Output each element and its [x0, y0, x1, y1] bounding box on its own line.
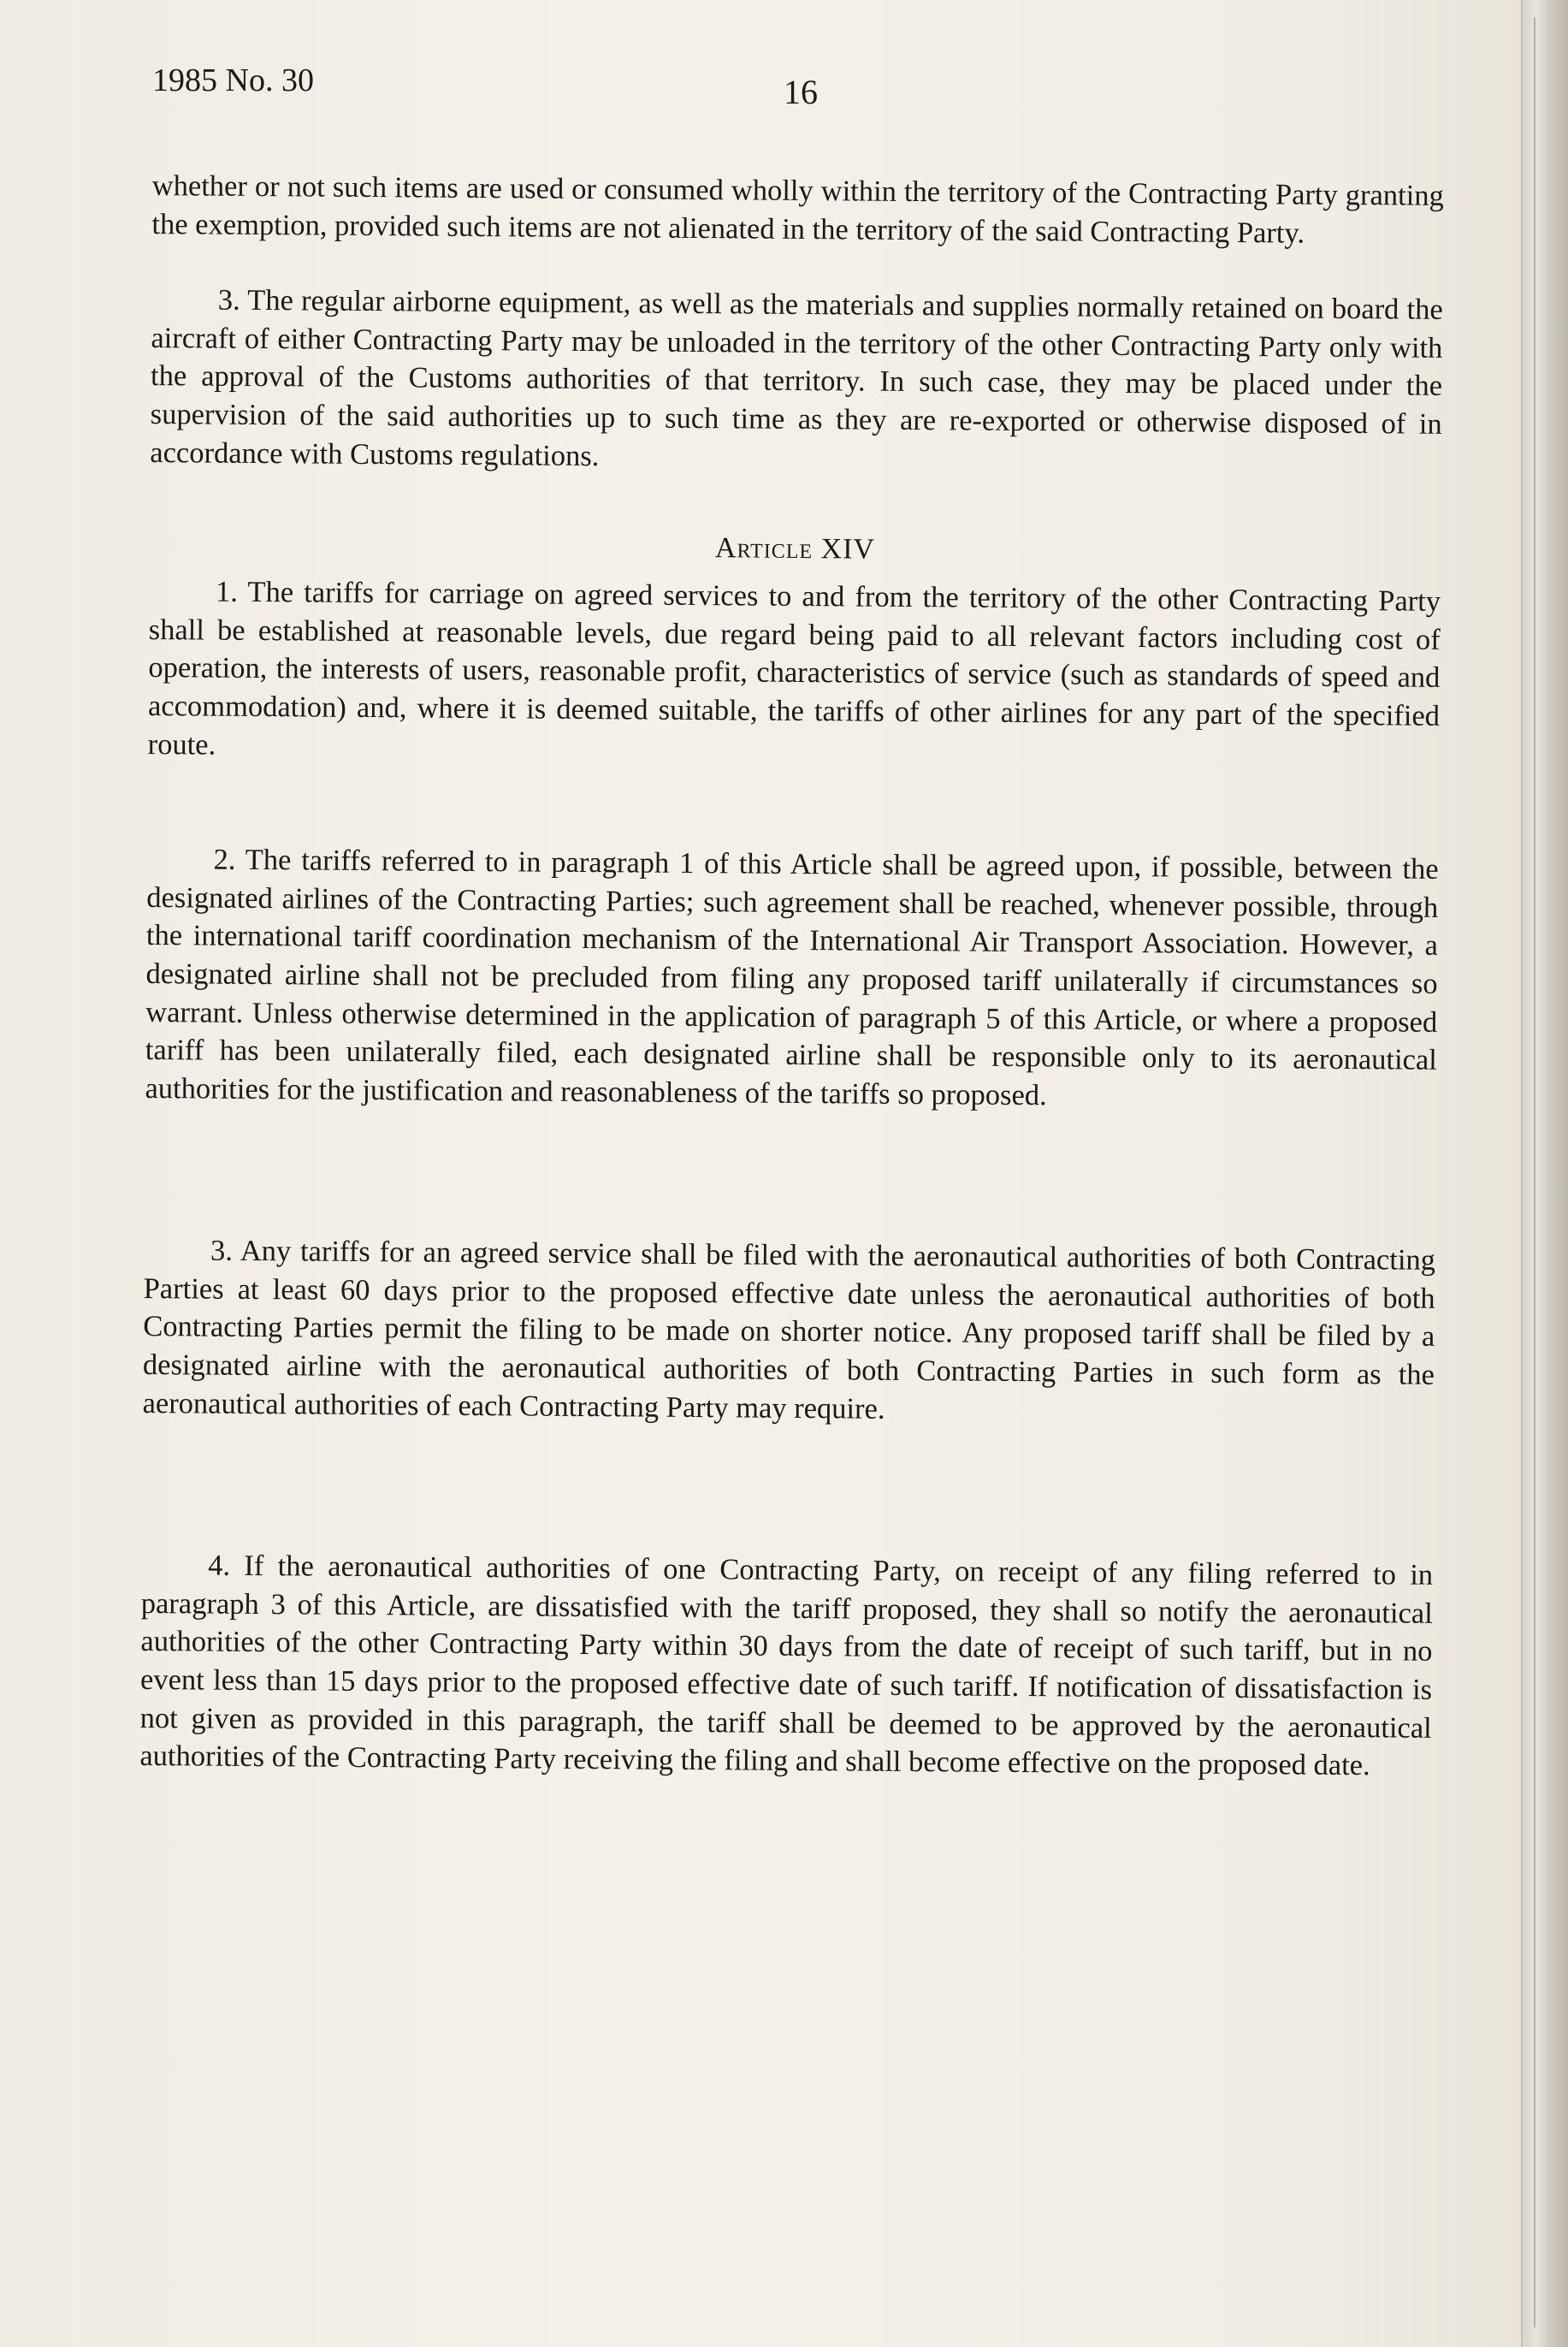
- article-14-paragraph-1: 1. The tariffs for carriage on agreed services to and from the territory of the other Contracting Party shall be established at reasonable levels, due regard being paid to all relevant factors including cost of operation, the interests of users, reasonable profit, characteristics of service (such as standards of speed and accommodation) and, where it is deemed suitable, the tariffs of other airlines for any part of the specified route.: [147, 575, 1441, 762]
- article-13-paragraph-3: 3. The regular airborne equipment, as well as the materials and supplies normally retained on board the aircraft of either Contracting Party may be unloaded in the territory of the other Contracting Party only with the approval of the Customs authorities of that territory. In such case, they may be placed under the supervision of the said authorities up to such time as they are re-exported or otherwise disposed of in accordance with Customs regulations.: [150, 283, 1443, 472]
- continuation-paragraph: whether or not such items are used or consumed wholly within the territory of the Contracting Party granting the exemption, provided such items are not alienated in the territory of the said Contracting Party.: [151, 169, 1444, 250]
- document-body: [139, 167, 1444, 1786]
- article-heading: Article XIV: [714, 532, 876, 566]
- article-14-paragraph-4: 4. If the aeronautical authorities of one Contracting Party, on receipt of any filing referred to in paragraph 3 of this Article, are dissatisfied with the tariff proposed, they shall so notify the aeronautical authorities of the other Contracting Party within 30 days from the date of receipt of such tariff, but in no event less than 15 days prior to the proposed effective date of such tariff. If notification of dissatisfaction is not given as provided in this paragraph, the tariff shall be deemed to be approved by the aeronautical authorities of the Contracting Party receiving the filing and shall become effective on the proposed date.: [139, 1549, 1434, 1782]
- binding-shadow-line: [1534, 17, 1535, 2327]
- book-binding-edge: [1521, 0, 1568, 2347]
- page-header: [152, 62, 1435, 113]
- header-year-number: 1985 No. 30: [152, 62, 314, 98]
- page-number: 16: [784, 73, 818, 111]
- article-14-paragraph-3: 3. Any tariffs for an agreed service shall be filed with the aeronautical authorities of both Contracting Parties at least 60 days prior to the proposed effective date unless the aeronautical authorities of both Contracting Parties permit the filing to be made on shorter notice. Any proposed tariff shall be filed by a designated airline with the aeronautical authorities of both Contracting Parties in such form as the aeronautical authorities of each Contracting Party may require.: [142, 1234, 1436, 1425]
- article-14-paragraph-2: 2. The tariffs referred to in paragraph 1 of this Article shall be agreed upon, if possible, between the designated airlines of the Contracting Parties; such agreement shall be reached, whenever possible, through the international tariff coordination mechanism of the International Air Transport Association. However, a designated airline shall not be precluded from filing any proposed tariff unilaterally if circumstances so warrant. Unless otherwise determined in the application of paragraph 5 of this Article, or where a proposed tariff has been unilaterally filed, each designated airline shall be responsible only to its aeronautical authorities for the justification and reasonableness of the tariffs so proposed.: [145, 843, 1439, 1111]
